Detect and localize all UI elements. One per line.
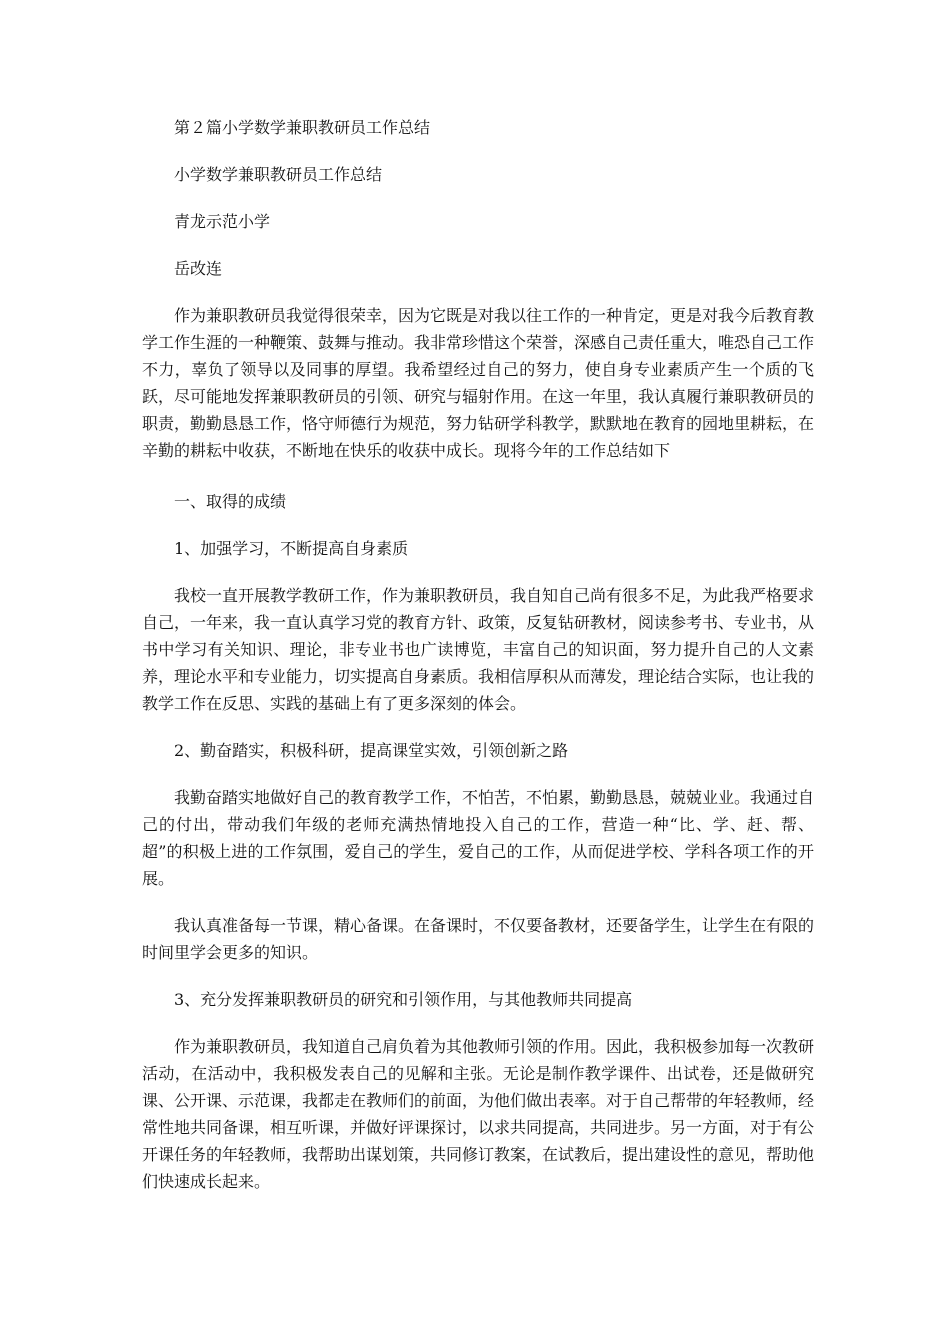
section-heading-achievements: 一、取得的成绩 <box>174 492 287 511</box>
paragraph-study: 我校一直开展教学教研工作，作为兼职教研员，我自知自己尚有很多不足，为此我严格要求自己，一年来，我一直认真学习党的教育方针、政策，反复钻研教材，阅读参考书、专业书，从书中学习有关知识、理论，非专业书也广读博览，丰富自己的知识面，努力提升自己的人文素养，理论水平和专业能力，切实提高自身素质。我相信厚积从而薄发，理论结合实际，也让我的教学工作在反思、实践的基础上有了更多深刻的体会。 <box>142 586 815 713</box>
subheading-leadership: 3、充分发挥兼职教研员的研究和引领作用，与其他教师共同提高 <box>174 990 633 1009</box>
paragraph-research-a: 我勤奋踏实地做好自己的教育教学工作，不怕苦，不怕累，勤勤恳恳，兢兢业业。我通过自己的付出，带动我们年级的老师充满热情地投入自己的工作，营造一种“比、学、赶、帮、超”的积极上进的工作氛围，爱自己的学生，爱自己的工作，从而促进学校、学科各项工作的开展。 <box>142 788 815 888</box>
document-title: 第２篇小学数学兼职教研员工作总结 <box>174 118 431 137</box>
document-body <box>142 114 814 1195</box>
paragraph-leadership: 作为兼职教研员，我知道自己肩负着为其他教师引领的作用。因此，我积极参加每一次教研活动，在活动中，我积极发表自己的见解和主张。无论是制作教学课件、出试卷，还是做研究课、公开课、示范课，我都走在教师们的前面，为他们做出表率。对于自己帮带的年轻教师，经常性地共同备课，相互听课，并做好评课探讨，以求共同提高，共同进步。另一方面，对于有公开课任务的年轻教师，我帮助出谋划策，共同修订教案，在试教后，提出建设性的意见，帮助他们快速成长起来。 <box>142 1037 815 1191</box>
author-name: 岳改连 <box>174 259 223 278</box>
school-name: 青龙示范小学 <box>174 212 271 231</box>
subheading-study: 1、加强学习，不断提高自身素质 <box>174 539 409 558</box>
paragraph-research-b: 我认真准备每一节课，精心备课。在备课时，不仅要备教材，还要备学生，让学生在有限的时间里学会更多的知识。 <box>142 916 815 962</box>
subheading-research: 2、勤奋踏实，积极科研，提高课堂实效，引领创新之路 <box>174 741 569 760</box>
intro-paragraph: 作为兼职教研员我觉得很荣幸，因为它既是对我以往工作的一种肯定，更是对我今后教育教学工作生涯的一种鞭策、鼓舞与推动。我非常珍惜这个荣誉，深感自己责任重大，唯恐自己工作不力，辜负了领导以及同事的厚望。我希望经过自己的努力，使自身专业素质产生一个质的飞跃，尽可能地发挥兼职教研员的引领、研究与辐射作用。在这一年里，我认真履行兼职教研员的职责，勤勤恳恳工作，恪守师德行为规范，努力钻研学科教学，默默地在教育的园地里耕耘，在辛勤的耕耘中收获，不断地在快乐的收获中成长。现将今年的工作总结如下 <box>142 306 815 460</box>
document-subtitle: 小学数学兼职教研员工作总结 <box>174 165 383 184</box>
